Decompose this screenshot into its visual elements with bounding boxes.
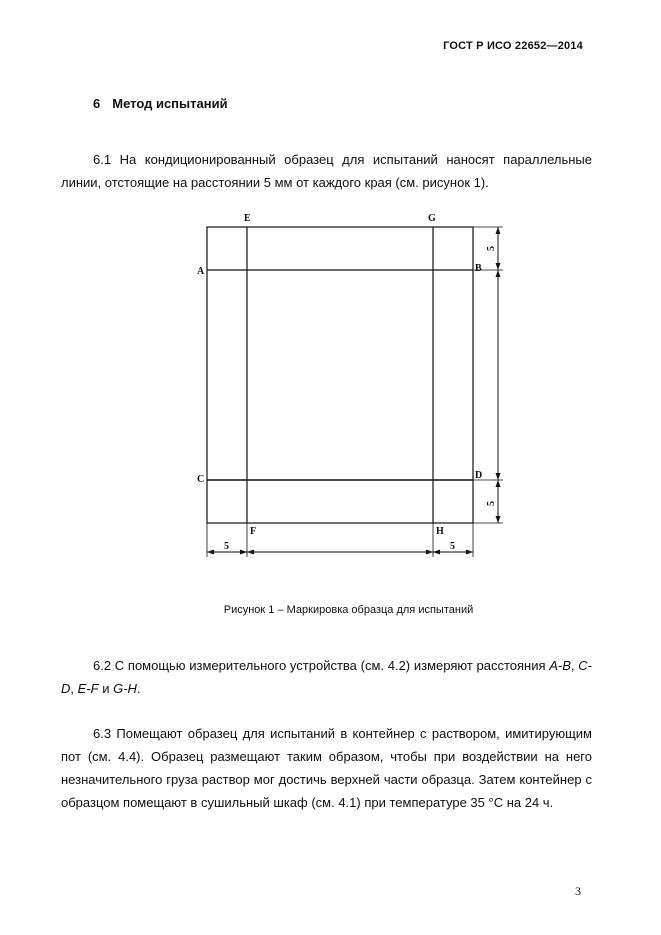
paragraph-6-1: 6.1 На кондиционированный образец для испытаний наносят параллельные линии, отстоящие на расстоянии 5 мм от каждого края (см. рисунок 1). <box>61 152 592 190</box>
dim-value-bottom-left: 5 <box>224 541 229 552</box>
figure-caption: Рисунок 1 – Маркировка образца для испытаний <box>223 604 474 616</box>
label-h: H <box>436 526 444 537</box>
section-number: 6 <box>93 96 101 111</box>
dim-value-bottom-right-h: 5 <box>450 541 455 552</box>
label-g: G <box>428 213 436 224</box>
label-a: A <box>197 266 205 277</box>
paragraph-6-2 <box>61 654 592 700</box>
standard-header: ГОСТ Р ИСО 22652—2014 <box>443 40 583 52</box>
label-f: F <box>250 526 257 537</box>
p2-text: 6.2 С помощью измерительного устройства (см. 4.2) измеряют расстояния <box>93 658 550 673</box>
p2-cd: C-D <box>61 658 592 696</box>
p2-ab: A-B <box>549 658 571 673</box>
label-c: C <box>197 474 205 485</box>
page-number: 3 <box>575 884 581 898</box>
p2-ef: E-F <box>77 681 99 696</box>
p2-gh: G-H <box>113 681 137 696</box>
p2-end: . <box>136 681 141 696</box>
label-b: B <box>475 263 482 274</box>
paragraph-6-3: 6.3 Помещают образец для испытаний в контейнер с раствором, имитирующим пот (см. 4.4). Образец размещают таким образом, чтобы при воздействии на него незначительного груза раствор мог достичь верхней части образца. Затем контейнер с образцом помещают в сушильный шкаф (см. 4.1) при температуре 35 °С на 24 ч. <box>61 726 592 810</box>
label-d: D <box>475 470 483 481</box>
p2-and: и <box>98 681 114 696</box>
dim-value-bottom-right: 5 <box>486 501 497 506</box>
p2-sep2: , <box>70 681 78 696</box>
p2-sep1: , <box>570 658 575 673</box>
section-title-text: Метод испытаний <box>112 96 228 111</box>
dim-value-top-right: 5 <box>486 246 497 251</box>
label-e: E <box>244 213 251 224</box>
